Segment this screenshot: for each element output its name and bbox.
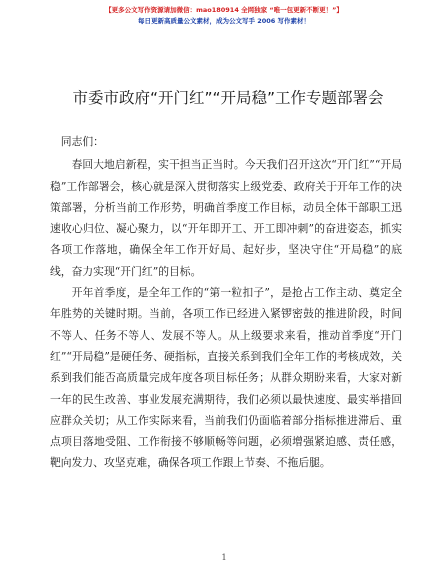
promo-banner-line-2: 每日更新高质量公文素材，成为公文写手 2006 写作素材！ [137, 17, 311, 25]
document-title: 市委市政府“开门红”“开局稳”工作专题部署会 [72, 89, 384, 107]
greeting: 同志们： [60, 135, 104, 148]
document-body [50, 131, 402, 474]
page-number: 1 [221, 553, 227, 562]
body-paragraph-2: 开年首季度，是全年工作的“第一粒扣子”，是抢占工作主动、奠定全年胜势的关键时期。当前，各项工作已经进入紧锣密鼓的推进阶段，时间不等人、任务不等人、发展不等人。从上级要求来看，推动首季度“开门红”“开局稳”是硬任务、硬指标，直接关系到我们全年工作的考核成效，关系到我们能否高质量完成年度各项目标任务；从群众期盼来看，大家对新一年的民生改善、事业发展充满期待，我们必须以最快速度、最实举措回应群众关切；从工作实际来看，当前我们仍面临着部分指标推进滞后、重点项目落地受阻、工作衔接不够顺畅等问题，必须增强紧迫感、责任感，靶向发力、攻坚克难，确保各项工作跟上节奏、不拖后腿。 [50, 286, 402, 470]
promo-banner [0, 5, 448, 27]
promo-banner-line-1: 【更多公文写作资源请加微信：mao180914 全网独家 “唯一包更新不断更！”】 [105, 6, 343, 14]
body-paragraph-1: 春回大地启新程，实干担当正当时。今天我们召开这次“开门红”“开局稳”工作部署会，核心就是深入贯彻落实上级党委、政府关于开年工作的决策部署，分析当前工作形势，明确首季度工作目标，动员全体干部职工迅速收心归位、凝心聚力，以“开年即开工、开工即冲刺”的奋进姿态，抓实各项工作落地，确保全年工作开好局、起好步，坚决守住“开局稳”的底线，奋力实现“开门红”的目标。 [50, 158, 402, 278]
